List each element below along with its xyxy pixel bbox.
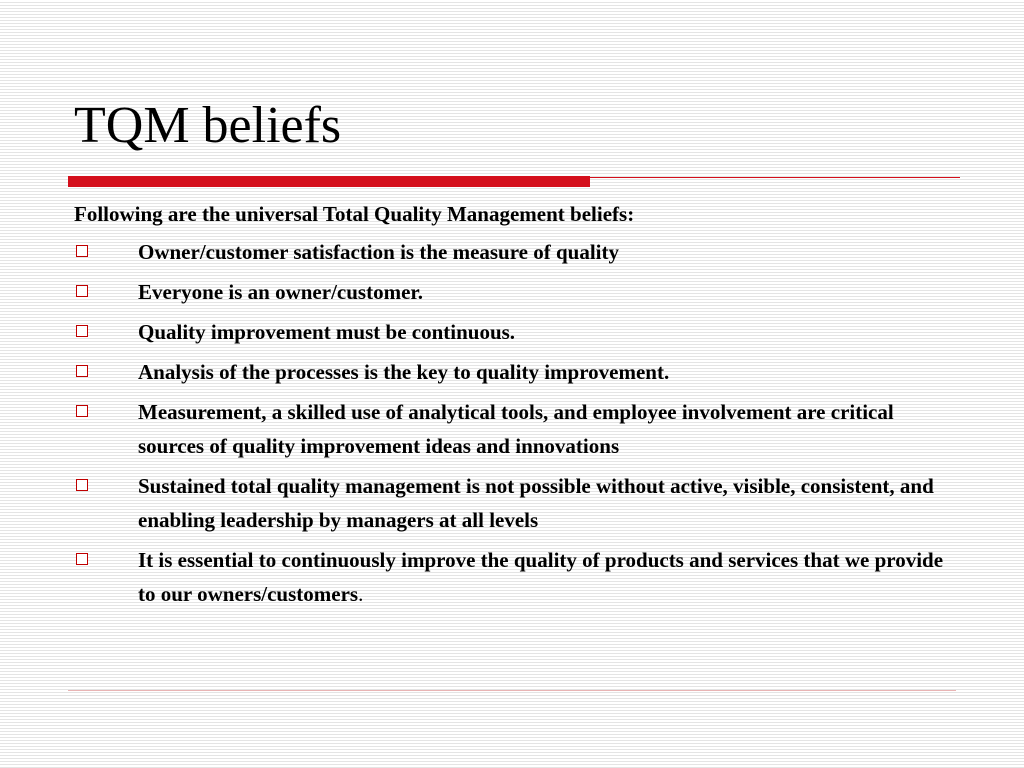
bullet-text: It is essential to continuously improve the quality of products and services that we provide to our owners/customers bbox=[138, 548, 944, 606]
list-item bbox=[74, 469, 954, 537]
title-underline-thick bbox=[68, 176, 590, 187]
hollow-square-bullet-icon bbox=[76, 365, 88, 377]
hollow-square-bullet-icon bbox=[76, 479, 88, 491]
bullet-text: Quality improvement must be continuous. bbox=[138, 320, 516, 344]
intro-text: Following are the universal Total Quality Management beliefs: bbox=[74, 202, 635, 226]
bullet-text: Measurement, a skilled use of analytical tools, and employee involvement are critical sources of quality improvement ideas and innovations bbox=[138, 400, 894, 458]
hollow-square-bullet-icon bbox=[76, 245, 88, 257]
title-underline-thin bbox=[590, 177, 960, 178]
list-item bbox=[74, 235, 954, 269]
list-item bbox=[74, 355, 954, 389]
hollow-square-bullet-icon bbox=[76, 405, 88, 417]
bullet-trailing-period: . bbox=[358, 582, 364, 606]
list-item bbox=[74, 543, 954, 611]
list-item bbox=[74, 395, 954, 463]
bullet-text: Everyone is an owner/customer. bbox=[138, 280, 424, 304]
hollow-square-bullet-icon bbox=[76, 553, 88, 565]
hollow-square-bullet-icon bbox=[76, 325, 88, 337]
footer-divider bbox=[68, 690, 956, 691]
bullet-text: Owner/customer satisfaction is the measure of quality bbox=[138, 240, 620, 264]
hollow-square-bullet-icon bbox=[76, 285, 88, 297]
slide-title: TQM beliefs bbox=[74, 97, 342, 154]
bullet-text: Sustained total quality management is not possible without active, visible, consistent, and enabling leadership by managers at all levels bbox=[138, 474, 934, 532]
bullet-list bbox=[74, 235, 954, 617]
list-item bbox=[74, 275, 954, 309]
list-item bbox=[74, 315, 954, 349]
bullet-text: Analysis of the processes is the key to quality improvement. bbox=[138, 360, 670, 384]
